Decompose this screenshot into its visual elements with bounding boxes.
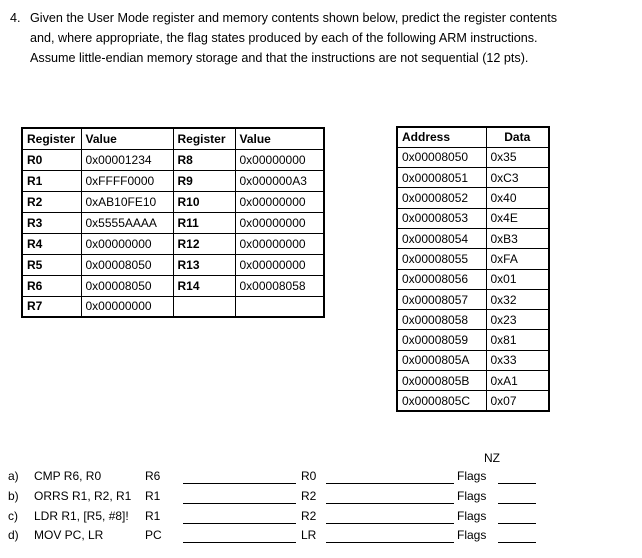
memory-data: 0x33 xyxy=(486,350,549,370)
register-table xyxy=(21,127,325,318)
flags-label: Flags xyxy=(457,489,487,503)
memory-data: 0x01 xyxy=(486,269,549,289)
question-line-1: Given the User Mode register and memory contents shown below, predict the register contents xyxy=(30,11,558,25)
instruction-label: c) xyxy=(8,509,18,523)
memory-data: 0x32 xyxy=(486,289,549,309)
answer-blank[interactable] xyxy=(183,483,296,484)
instruction-label: d) xyxy=(8,528,19,542)
register-value: 0x00000000 xyxy=(235,233,324,254)
nz-flags-label: NZ xyxy=(484,451,500,465)
register-value: 0x00000000 xyxy=(235,212,324,233)
memory-data: 0xFA xyxy=(486,249,549,269)
header-value: Value xyxy=(235,128,324,149)
register-value: 0x00001234 xyxy=(81,149,173,170)
instruction-code: LDR R1, [R5, #8]! xyxy=(34,509,129,523)
memory-row xyxy=(397,168,549,188)
register-row xyxy=(22,149,324,170)
answer-blank[interactable] xyxy=(326,523,454,524)
memory-address: 0x00008059 xyxy=(397,330,486,350)
answer-blank[interactable] xyxy=(183,542,296,543)
register-value: 0x5555AAAA xyxy=(81,212,173,233)
answer-blank[interactable] xyxy=(498,542,536,543)
register-value xyxy=(235,296,324,317)
memory-row xyxy=(397,269,549,289)
answer-blank[interactable] xyxy=(326,542,454,543)
destination-register: PC xyxy=(145,528,162,542)
register-value: 0x000000A3 xyxy=(235,170,324,191)
answer-blank[interactable] xyxy=(498,483,536,484)
register-name xyxy=(173,296,235,317)
memory-data: 0x23 xyxy=(486,310,549,330)
header-address: Address xyxy=(397,127,486,147)
instruction-code: MOV PC, LR xyxy=(34,528,104,542)
destination-register: R1 xyxy=(145,489,161,503)
memory-data: 0x35 xyxy=(486,147,549,167)
flags-label: Flags xyxy=(457,469,487,483)
destination-register: R1 xyxy=(145,509,161,523)
register-name: R1 xyxy=(22,170,81,191)
memory-row xyxy=(397,330,549,350)
memory-row xyxy=(397,188,549,208)
register-name: R11 xyxy=(173,212,235,233)
register-value: 0x00000000 xyxy=(81,233,173,254)
flags-label: Flags xyxy=(457,528,487,542)
register-row xyxy=(22,254,324,275)
memory-table-header xyxy=(397,127,549,147)
question-line-3: Assume little-endian memory storage and that the instructions are not sequential (12 pts). xyxy=(30,51,529,65)
memory-address: 0x00008054 xyxy=(397,228,486,248)
memory-address: 0x00008050 xyxy=(397,147,486,167)
memory-row xyxy=(397,147,549,167)
instruction-code: ORRS R1, R2, R1 xyxy=(34,489,132,503)
memory-row xyxy=(397,208,549,228)
register-name: R9 xyxy=(173,170,235,191)
memory-data: 0x40 xyxy=(486,188,549,208)
memory-address: 0x00008058 xyxy=(397,310,486,330)
memory-data: 0xC3 xyxy=(486,168,549,188)
register-name: R0 xyxy=(22,149,81,170)
source-register: R2 xyxy=(301,509,317,523)
header-register: Register xyxy=(173,128,235,149)
register-value: 0x00000000 xyxy=(235,191,324,212)
answer-blank[interactable] xyxy=(183,523,296,524)
register-row xyxy=(22,296,324,317)
memory-address: 0x0000805A xyxy=(397,350,486,370)
register-name: R7 xyxy=(22,296,81,317)
register-row xyxy=(22,233,324,254)
register-value: 0x00000000 xyxy=(235,149,324,170)
memory-row xyxy=(397,289,549,309)
register-name: R10 xyxy=(173,191,235,212)
memory-data: 0xA1 xyxy=(486,371,549,391)
destination-register: R6 xyxy=(145,469,161,483)
header-value: Value xyxy=(81,128,173,149)
memory-row xyxy=(397,249,549,269)
register-name: R14 xyxy=(173,275,235,296)
register-value: 0x00000000 xyxy=(235,254,324,275)
memory-address: 0x0000805B xyxy=(397,371,486,391)
header-register: Register xyxy=(22,128,81,149)
memory-address: 0x00008053 xyxy=(397,208,486,228)
source-register: LR xyxy=(301,528,317,542)
instruction-label: a) xyxy=(8,469,19,483)
memory-address: 0x00008052 xyxy=(397,188,486,208)
register-value: 0x00008050 xyxy=(81,275,173,296)
instruction-row xyxy=(8,489,628,508)
register-row xyxy=(22,170,324,191)
memory-data: 0xB3 xyxy=(486,228,549,248)
answer-blank[interactable] xyxy=(498,523,536,524)
register-name: R12 xyxy=(173,233,235,254)
answer-blank[interactable] xyxy=(498,503,536,504)
header-data: Data xyxy=(486,127,549,147)
register-name: R4 xyxy=(22,233,81,254)
register-name: R2 xyxy=(22,191,81,212)
memory-data: 0x07 xyxy=(486,391,549,411)
instruction-row xyxy=(8,469,628,488)
register-value: 0xAB10FE10 xyxy=(81,191,173,212)
memory-address: 0x00008057 xyxy=(397,289,486,309)
instruction-row xyxy=(8,528,628,547)
memory-row xyxy=(397,310,549,330)
register-row xyxy=(22,212,324,233)
memory-address: 0x00008055 xyxy=(397,249,486,269)
answer-blank[interactable] xyxy=(183,503,296,504)
answer-blank[interactable] xyxy=(326,483,454,484)
question-line-2: and, where appropriate, the flag states produced by each of the following ARM instructions. xyxy=(30,31,538,45)
register-value: 0x00000000 xyxy=(81,296,173,317)
memory-data: 0x4E xyxy=(486,208,549,228)
memory-address: 0x0000805C xyxy=(397,391,486,411)
instruction-code: CMP R6, R0 xyxy=(34,469,102,483)
register-value: 0x00008050 xyxy=(81,254,173,275)
memory-row xyxy=(397,350,549,370)
register-value: 0xFFFF0000 xyxy=(81,170,173,191)
memory-row xyxy=(397,228,549,248)
register-name: R13 xyxy=(173,254,235,275)
register-name: R3 xyxy=(22,212,81,233)
register-row xyxy=(22,191,324,212)
flags-label: Flags xyxy=(457,509,487,523)
memory-table xyxy=(396,126,550,412)
memory-data: 0x81 xyxy=(486,330,549,350)
source-register: R0 xyxy=(301,469,317,483)
instruction-label: b) xyxy=(8,489,19,503)
instruction-row xyxy=(8,509,628,528)
register-name: R6 xyxy=(22,275,81,296)
memory-row xyxy=(397,391,549,411)
register-table-header xyxy=(22,128,324,149)
question-text xyxy=(30,8,630,68)
register-name: R5 xyxy=(22,254,81,275)
register-name: R8 xyxy=(173,149,235,170)
question-number: 4. xyxy=(10,11,21,25)
memory-address: 0x00008056 xyxy=(397,269,486,289)
memory-row xyxy=(397,371,549,391)
source-register: R2 xyxy=(301,489,317,503)
register-row xyxy=(22,275,324,296)
register-value: 0x00008058 xyxy=(235,275,324,296)
memory-address: 0x00008051 xyxy=(397,168,486,188)
answer-blank[interactable] xyxy=(326,503,454,504)
